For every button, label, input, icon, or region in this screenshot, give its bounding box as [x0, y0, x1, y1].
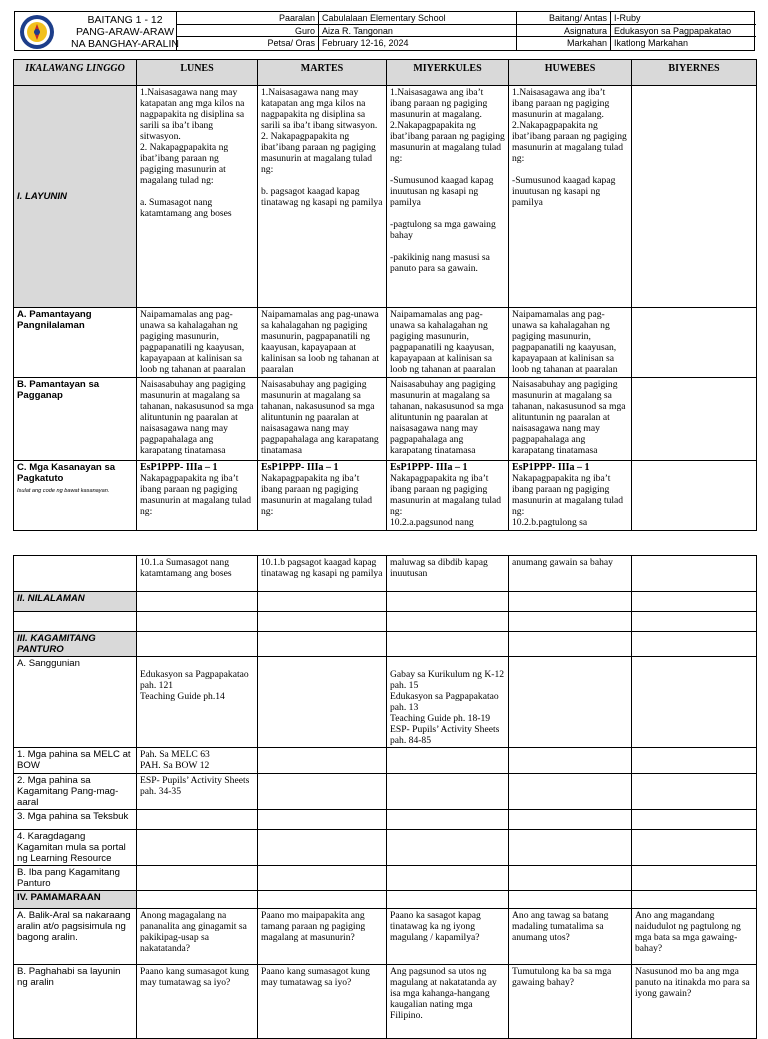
markahan-label: Markahan	[517, 37, 611, 50]
kagamitan-biyernes	[632, 632, 757, 657]
melc-huwebes	[509, 748, 632, 774]
cont-lunes: 10.1.a Sumasagot nang katamtamang ang boses	[137, 556, 258, 592]
pamamaraan-biyernes	[632, 891, 757, 909]
sanggunian-martes	[258, 657, 387, 748]
pamamaraan-martes	[258, 891, 387, 909]
iba-huwebes	[509, 866, 632, 891]
kasanayan-martes	[258, 461, 387, 531]
pangnilalaman-label: A. Pamantayang Pangnilalaman	[14, 308, 137, 378]
iba-label: B. Iba pang Kagamitang Panturo	[14, 866, 137, 891]
pangnilalaman-row	[14, 308, 757, 378]
karagdagang-miyerkules	[387, 830, 509, 866]
melc-lunes: Pah. Sa MELC 63 PAH. Sa BOW 12	[137, 748, 258, 774]
asignatura-label: Asignatura	[517, 25, 611, 37]
melc-martes	[258, 748, 387, 774]
balik-aral-biyernes: Ano ang magandang naidudulot ng pagtulong ng mga bata sa mga gawaing-bahay?	[632, 909, 757, 965]
class-info-grid	[516, 12, 756, 50]
petsa-label: Petsa/ Oras	[177, 37, 319, 50]
pagganap-huwebes: Naisasabuhay ang pagiging masunurin at magalang sa tahanan, nakasusunod sa mga alituntunin ng paaralan at naisasagawa nang may pagpapahalaga ang karapatang tinatamasa	[509, 378, 632, 461]
blank-huwebes	[509, 612, 632, 632]
col-header-lunes: LUNES	[137, 60, 258, 86]
document-title	[55, 14, 195, 50]
asignatura-value: Edukasyon sa Pagpapakatao	[614, 25, 732, 36]
kasanayan-lunes	[137, 461, 258, 531]
col-header-biyernes: BIYERNES	[632, 60, 757, 86]
sanggunian-miyerkules: Gabay sa Kurikulum ng K-12 pah. 15 Edukasyon sa Pagpapakatao pah. 13 Teaching Guide ph. 18-19 ESP- Pupils’ Activity Sheets pah. 84-85	[387, 657, 509, 748]
markahan-value: Ikatlong Markahan	[614, 38, 689, 49]
melc-row	[14, 748, 757, 774]
melc-biyernes	[632, 748, 757, 774]
cont-biyernes	[632, 556, 757, 592]
paaralan-value: Cabulalaan Elementary School	[322, 13, 446, 23]
layunin-label: I. LAYUNIN	[14, 86, 137, 308]
kagamitang-pang-row	[14, 774, 757, 810]
competency-code: EsP1PPP- IIIa – 1	[261, 462, 339, 473]
paghahabi-row	[14, 965, 757, 1039]
teksbuk-biyernes	[632, 810, 757, 830]
teksbuk-label: 3. Mga pahina sa Teksbuk	[14, 810, 137, 830]
pangnilalaman-lunes: Naipamamalas ang pag-unawa sa kahalagahan ng pagiging masunurin, pagpapanatili ng kaayusan, kapayapaan at kalinisan sa loob ng tahanan at paaralan	[137, 308, 258, 378]
kagamitang-pang-huwebes	[509, 774, 632, 810]
petsa-value: February 12-16, 2024	[322, 38, 409, 49]
col-header-miyerkules: MIYERKULES	[387, 60, 509, 86]
baitang-label: Baitang/ Antas	[517, 12, 611, 24]
baitang-value: I-Ruby	[614, 13, 641, 23]
kagamitan-lunes	[137, 632, 258, 657]
kasanayan-miyerkules	[387, 461, 509, 531]
cont-label	[14, 556, 137, 592]
school-info-grid	[176, 12, 517, 50]
kagamitan-label: III. KAGAMITANG PANTURO	[14, 632, 137, 657]
pamamaraan-miyerkules	[387, 891, 509, 909]
guro-label: Guro	[177, 25, 319, 37]
paghahabi-miyerkules: Ang pagsunod sa utos ng magulang at nakatatanda ay isa mga kahanga-hangang kaugalian nating mga Filipino.	[387, 965, 509, 1039]
column-header-row	[14, 60, 757, 86]
pagganap-miyerkules: Naisasabuhay ang pagiging masunurin at magalang sa tahanan, nakasusunod sa mga alituntunin ng paaralan at naisasagawa nang may pagpapahalaga ang karapatang tinatamasa	[387, 378, 509, 461]
teksbuk-martes	[258, 810, 387, 830]
pangnilalaman-biyernes	[632, 308, 757, 378]
teksbuk-miyerkules	[387, 810, 509, 830]
blank-lunes	[137, 612, 258, 632]
balik-aral-huwebes: Ano ang tawag sa batang madaling tumatalima sa anumang utos?	[509, 909, 632, 965]
blank-miyerkules	[387, 612, 509, 632]
pamamaraan-lunes	[137, 891, 258, 909]
layunin-lunes: 1.Naisasagawa nang may katapatan ang mga kilos na nagpapakita ng disiplina sa sarili sa iba’t ibang sitwasyon. 2. Nakapagpapakita ng ibat’ibang paraan ng pagiging masunurin at magalang tulad ng: a. Sumasagot nang katamtamang ang boses	[137, 86, 258, 308]
lesson-plan-table-page-2	[13, 555, 757, 1039]
kagamitan-row	[14, 632, 757, 657]
blank-biyernes	[632, 612, 757, 632]
melc-label: 1. Mga pahina sa MELC at BOW	[14, 748, 137, 774]
kasanayan-text: Nakapagpapakita ng iba’t ibang paraan ng pagiging masunurin at magalang tulad ng:	[140, 473, 252, 517]
teksbuk-huwebes	[509, 810, 632, 830]
balik-aral-miyerkules: Paano ka sasagot kapag tinatawag ka ng iyong magulang / kapamilya?	[387, 909, 509, 965]
layunin-biyernes	[632, 86, 757, 308]
paghahabi-biyernes: Nasusunod mo ba ang mga panuto na itinakda mo para sa iyong gawain?	[632, 965, 757, 1039]
pamamaraan-row	[14, 891, 757, 909]
paghahabi-huwebes: Tumutulong ka ba sa mga gawaing bahay?	[509, 965, 632, 1039]
guro-value: Aiza R. Tangonan	[322, 25, 393, 36]
balik-aral-label: A. Balik-Aral sa nakaraang aralin at/o pagsisimula ng bagong aralin.	[14, 909, 137, 965]
kagamitang-pang-label: 2. Mga pahina sa Kagamitang Pang-mag-aaral	[14, 774, 137, 810]
blank-row	[14, 612, 757, 632]
blank-label	[14, 612, 137, 632]
karagdagang-martes	[258, 830, 387, 866]
layunin-miyerkules: 1.Naisasagawa ang iba’t ibang paraan ng pagiging masunurin at magalang. 2.Nakapagpapakita ng ibat’ibang paraan ng pagiging masunurin at magalang tulad ng: -Sumusunod kaagad kapag inuutusan ng kasapi ng pamilya -pagtulong sa mga gawaing bahay -pakikinig nang masusi sa panuto para sa gawain.	[387, 86, 509, 308]
nilalaman-label: II. NILALAMAN	[14, 592, 137, 612]
pagganap-biyernes	[632, 378, 757, 461]
karagdagang-biyernes	[632, 830, 757, 866]
pangnilalaman-huwebes: Naipamamalas ang pag-unawa sa kahalagahan ng pagiging masunurin, pagpapanatili ng kaayusan, kapayapaan at kalinisan sa loob ng tahanan at paaralan	[509, 308, 632, 378]
kasanayan-huwebes	[509, 461, 632, 531]
kasanayan-text: Nakapagpapakita ng iba’t ibang paraan ng pagiging masunurin at magalang tulad ng:	[261, 473, 373, 517]
kagamitang-pang-miyerkules	[387, 774, 509, 810]
cont-miyerkules: maluwag sa dibdib kapag inuutusan	[387, 556, 509, 592]
karagdagang-huwebes	[509, 830, 632, 866]
kasanayan-note: Isulat ang code ng bawat kasanayan.	[17, 488, 110, 494]
kagamitan-martes	[258, 632, 387, 657]
lesson-plan-table-page-1	[13, 59, 757, 531]
col-header-week: IKALAWANG LINGGO	[14, 60, 137, 86]
balik-aral-lunes: Anong magagalang na pananalita ang ginagamit sa pakikipag-usap sa nakatatanda?	[137, 909, 258, 965]
sanggunian-lunes: Edukasyon sa Pagpapakatao pah. 121 Teaching Guide ph.14	[137, 657, 258, 748]
kagamitan-miyerkules	[387, 632, 509, 657]
iba-martes	[258, 866, 387, 891]
pagganap-label: B. Pamantayan sa Pagganap	[14, 378, 137, 461]
nilalaman-martes	[258, 592, 387, 612]
pangnilalaman-miyerkules: Naipamamalas ang pag-unawa sa kahalagahan ng pagiging masunurin, pagpapanatili ng kaayusan, kapayapaan at kalinisan sa loob ng tahanan at paaralan	[387, 308, 509, 378]
kasanayan-row	[14, 461, 757, 531]
kagamitang-pang-lunes: ESP- Pupils’ Activity Sheets pah. 34-35	[137, 774, 258, 810]
kasanayan-biyernes	[632, 461, 757, 531]
paghahabi-label: B. Paghahabi sa layunin ng aralin	[14, 965, 137, 1039]
karagdagang-label: 4. Karagdagang Kagamitan mula sa portal ng Learning Resource	[14, 830, 137, 866]
nilalaman-miyerkules	[387, 592, 509, 612]
kasanayan-label: C. Mga Kasanayan sa Pagkatuto Isulat ang code ng bawat kasanayan.	[14, 461, 137, 531]
kagamitang-pang-biyernes	[632, 774, 757, 810]
karagdagang-row	[14, 830, 757, 866]
sanggunian-huwebes	[509, 657, 632, 748]
paaralan-label: Paaralan	[177, 12, 319, 24]
pagganap-lunes: Naisasabuhay ang pagiging masunurin at magalang sa tahanan, nakasusunod sa mga alituntunin ng paaralan at naisasagawa nang may pagpapahalaga ang karapatang tinatamasa	[137, 378, 258, 461]
deped-seal-icon	[19, 14, 55, 50]
pagganap-martes: Naisasabuhay ang pagiging masunurin at magalang sa tahanan, nakasusunod sa mga alituntunin ng paaralan at naisasagawa nang may pagpapahalaga ang karapatang tinatamasa	[258, 378, 387, 461]
title-line-2: PANG-ARAW-ARAW	[75, 26, 174, 38]
iba-lunes	[137, 866, 258, 891]
cont-huwebes: anumang gawain sa bahay	[509, 556, 632, 592]
col-header-martes: MARTES	[258, 60, 387, 86]
iba-miyerkules	[387, 866, 509, 891]
blank-martes	[258, 612, 387, 632]
nilalaman-row	[14, 592, 757, 612]
title-line-3: NA BANGHAY-ARALIN	[71, 38, 179, 50]
kagamitan-huwebes	[509, 632, 632, 657]
iba-row	[14, 866, 757, 891]
layunin-huwebes: 1.Naisasagawa ang iba’t ibang paraan ng pagiging masunurin at magalang. 2.Nakapagpapakita ng ibat’ibang paraan ng pagiging masunurin at magalang tulad ng: -Sumusunod kaagad kapag inuutusan ng kasapi ng pamilya	[509, 86, 632, 308]
karagdagang-lunes	[137, 830, 258, 866]
kagamitang-pang-martes	[258, 774, 387, 810]
sanggunian-label: A. Sanggunian	[14, 657, 137, 748]
layunin-martes: 1.Naisasagawa nang may katapatan ang mga kilos na nagpapakita ng disiplina sa sarili sa iba’t ibang sitwasyon. 2. Nakapagpapakita ng ibat’ibang paraan ng pagiging masunurin at magalang tulad ng: b. pagsagot kaagad kapag tinatawag ng kasapi ng pamilya	[258, 86, 387, 308]
layunin-row	[14, 86, 757, 308]
sanggunian-row	[14, 657, 757, 748]
col-header-huwebes: HUWEBES	[509, 60, 632, 86]
nilalaman-huwebes	[509, 592, 632, 612]
melc-miyerkules	[387, 748, 509, 774]
kasanayan-text: Nakapagpapakita ng iba’t ibang paraan ng pagiging masunurin at magalang tulad ng: 10.2.a.pagsunod nang	[390, 473, 502, 528]
iba-biyernes	[632, 866, 757, 891]
balik-aral-martes: Paano mo maipapakita ang tamang paraan ng pagiging magalang at masunurin?	[258, 909, 387, 965]
header-block	[14, 11, 755, 51]
pangnilalaman-martes: Naipamamalas ang pag-unawa sa kahalagahan ng pagiging masunurin, pagpapanatili ng kaayusan, kapayapaan at kalinisan sa loob ng tahanan at paaralan	[258, 308, 387, 378]
kasanayan-text: Nakapagpapakita ng iba’t ibang paraan ng pagiging masunurin at magalang tulad ng: 10.2.b.pagtulong sa	[512, 473, 624, 528]
competency-code: EsP1PPP- IIIa – 1	[512, 462, 590, 473]
pamamaraan-label: IV. PAMAMARAAN	[14, 891, 137, 909]
competency-code: EsP1PPP- IIIa – 1	[390, 462, 468, 473]
cont-martes: 10.1.b pagsagot kaagad kapag tinatawag ng kasapi ng pamilya	[258, 556, 387, 592]
kasanayan-continued-row	[14, 556, 757, 592]
balik-aral-row	[14, 909, 757, 965]
paghahabi-martes: Paano kang sumasagot kung may tumatawag sa iyo?	[258, 965, 387, 1039]
paghahabi-lunes: Paano kang sumasagot kung may tumatawag sa iyo?	[137, 965, 258, 1039]
teksbuk-row	[14, 810, 757, 830]
nilalaman-lunes	[137, 592, 258, 612]
teksbuk-lunes	[137, 810, 258, 830]
nilalaman-biyernes	[632, 592, 757, 612]
competency-code: EsP1PPP- IIIa – 1	[140, 462, 218, 473]
title-line-1: BAITANG 1 - 12	[87, 14, 163, 26]
pamamaraan-huwebes	[509, 891, 632, 909]
sanggunian-biyernes	[632, 657, 757, 748]
pagganap-row	[14, 378, 757, 461]
